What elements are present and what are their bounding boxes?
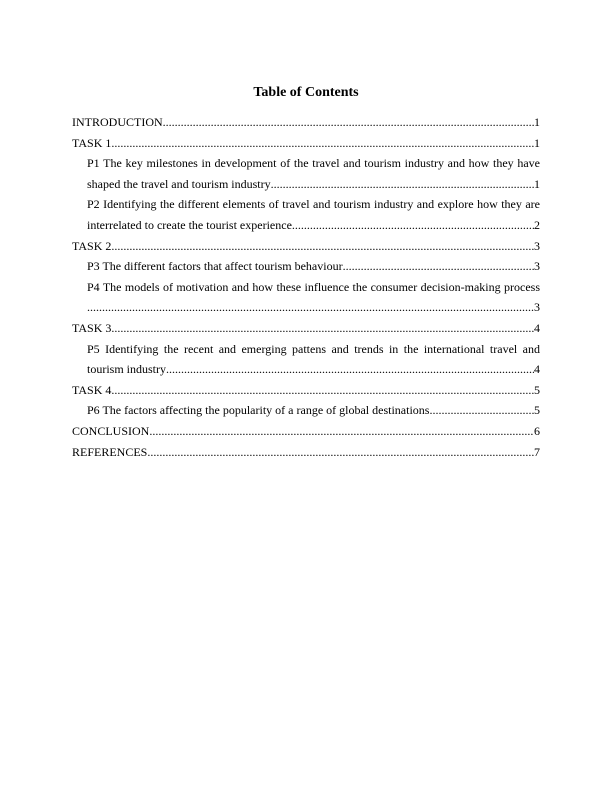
toc-entry-label: TASK 1: [72, 135, 112, 150]
toc-entry-label: P6 The factors affecting the popularity of a range of global destinations: [87, 403, 430, 418]
toc-entry-text: P2 Identifying the different elements of travel and tourism industry and explore how they are: [87, 197, 540, 212]
toc-entry[interactable]: [72, 256, 540, 277]
toc-page-number: 4: [534, 362, 540, 377]
toc-page-number: 6: [534, 423, 540, 438]
toc-page-number: 1: [534, 115, 540, 129]
toc-entry-label: INTRODUCTION: [72, 115, 163, 129]
toc-entry[interactable]: [72, 339, 540, 380]
toc-entry-text: P5 Identifying the recent and emerging pattens and trends in the international travel and: [87, 341, 540, 356]
toc-leader-dots: [292, 215, 534, 236]
toc-leader-dots: [147, 442, 534, 463]
toc-entry[interactable]: [72, 236, 540, 257]
toc-page-number: 3: [534, 238, 540, 253]
toc-page-number: 1: [534, 176, 540, 191]
toc-entry[interactable]: [72, 421, 540, 442]
toc-leader-dots: [271, 174, 534, 195]
toc-entry-label: shaped the travel and tourism industry: [87, 176, 271, 191]
toc-page-number: 5: [534, 382, 540, 397]
toc-leader-dots: [111, 318, 534, 339]
toc-leader-dots: [149, 421, 534, 442]
toc-entry-label: interrelated to create the tourist experience: [87, 217, 292, 232]
toc-entry[interactable]: [72, 442, 540, 463]
toc-entry-label: tourism industry: [87, 362, 167, 377]
toc-page-number: 4: [534, 320, 540, 335]
toc-leader-dots: [163, 112, 534, 133]
toc-entry-text: P4 The models of motivation and how these influence the consumer decision-making process: [87, 279, 540, 294]
toc-entry[interactable]: [72, 380, 540, 401]
toc-entry-label: P3 The different factors that affect tourism behaviour: [87, 259, 343, 274]
toc-entry[interactable]: [72, 194, 540, 235]
toc-entry[interactable]: [72, 277, 540, 318]
toc-entry[interactable]: [72, 400, 540, 421]
toc-entry-label: REFERENCES: [72, 444, 148, 459]
toc-page-number: 3: [534, 300, 540, 315]
toc-entry[interactable]: [72, 318, 540, 339]
toc-entry[interactable]: [72, 153, 540, 194]
toc-entry[interactable]: [72, 133, 540, 154]
toc-leader-dots: [111, 380, 534, 401]
toc-title: Table of Contents: [253, 85, 359, 100]
toc-leader-dots: [166, 359, 534, 380]
toc-page-number: 5: [534, 403, 540, 418]
toc-page-number: 7: [534, 444, 540, 459]
toc-page-number: 2: [534, 217, 540, 232]
toc-leader-dots: [87, 297, 534, 318]
toc-entry-label: TASK 2: [72, 238, 112, 253]
toc-entry-label: CONCLUSION: [72, 423, 150, 438]
toc-page-number: 1: [534, 135, 540, 150]
toc-entry-label: TASK 4: [72, 382, 112, 397]
toc-entry-text: P1 The key milestones in development of the travel and tourism industry and how they have: [87, 156, 540, 171]
toc-entry[interactable]: [72, 112, 540, 133]
toc-leader-dots: [429, 400, 534, 421]
toc-leader-dots: [111, 236, 534, 257]
toc-leader-dots: [111, 133, 534, 154]
toc-leader-dots: [343, 256, 534, 277]
toc-list: [72, 112, 540, 462]
toc-entry-label: TASK 3: [72, 320, 112, 335]
toc-page-number: 3: [534, 259, 540, 274]
